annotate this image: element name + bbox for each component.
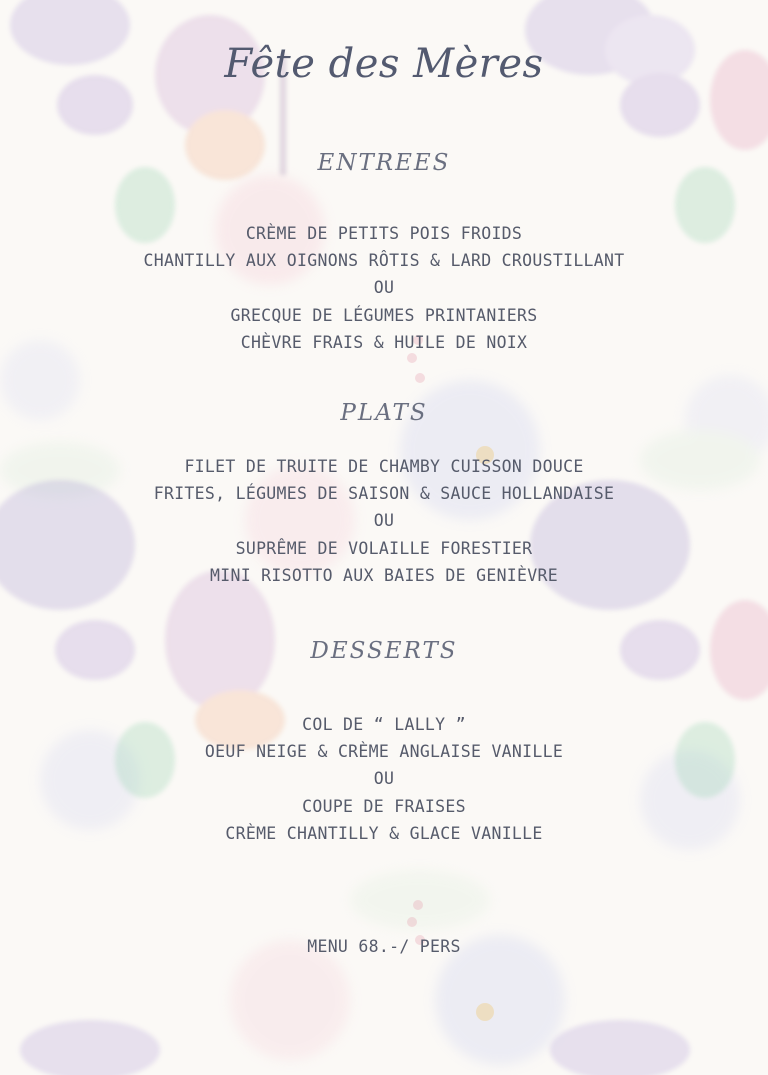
section-plats — [0, 453, 768, 589]
menu-line: CHÈVRE FRAIS & HUILE DE NOIX — [240, 332, 528, 352]
section-title-entrees: ENTREES — [317, 150, 451, 176]
menu-price: MENU 68.-/ PERS — [307, 937, 461, 956]
menu-line: OU — [373, 278, 395, 298]
menu-line: FILET DE TRUITE DE CHAMBY CUISSON DOUCE — [184, 457, 584, 476]
menu-line: CHANTILLY AUX OIGNONS RÔTIS & LARD CROUSTILLANT — [143, 251, 625, 271]
menu-line: OU — [373, 769, 395, 789]
menu-line: COUPE DE FRAISES — [302, 796, 466, 816]
menu-line: FRITES, LÉGUMES DE SAISON & SAUCE HOLLANDAISE — [153, 484, 615, 504]
menu-line: OEUF NEIGE & CRÈME ANGLAISE VANILLE — [204, 742, 564, 762]
section-title-desserts: DESSERTS — [310, 638, 458, 664]
menu-line: CRÈME CHANTILLY & GLACE VANILLE — [225, 823, 543, 843]
menu-line: OU — [373, 511, 395, 531]
section-title-plats: PLATS — [340, 400, 428, 426]
section-entrees — [0, 220, 768, 356]
menu-line: COL DE “ LALLY ” — [302, 715, 466, 734]
menu-line: MINI RISOTTO AUX BAIES DE GENIÈVRE — [210, 565, 558, 585]
section-desserts — [0, 711, 768, 847]
menu-line: GRECQUE DE LÉGUMES PRINTANIERS — [230, 305, 538, 325]
menu-line: SUPRÊME DE VOLAILLE FORESTIER — [235, 538, 533, 558]
menu-line: CRÈME DE PETITS POIS FROIDS — [245, 224, 523, 243]
menu-title: Fête des Mères — [224, 41, 544, 87]
